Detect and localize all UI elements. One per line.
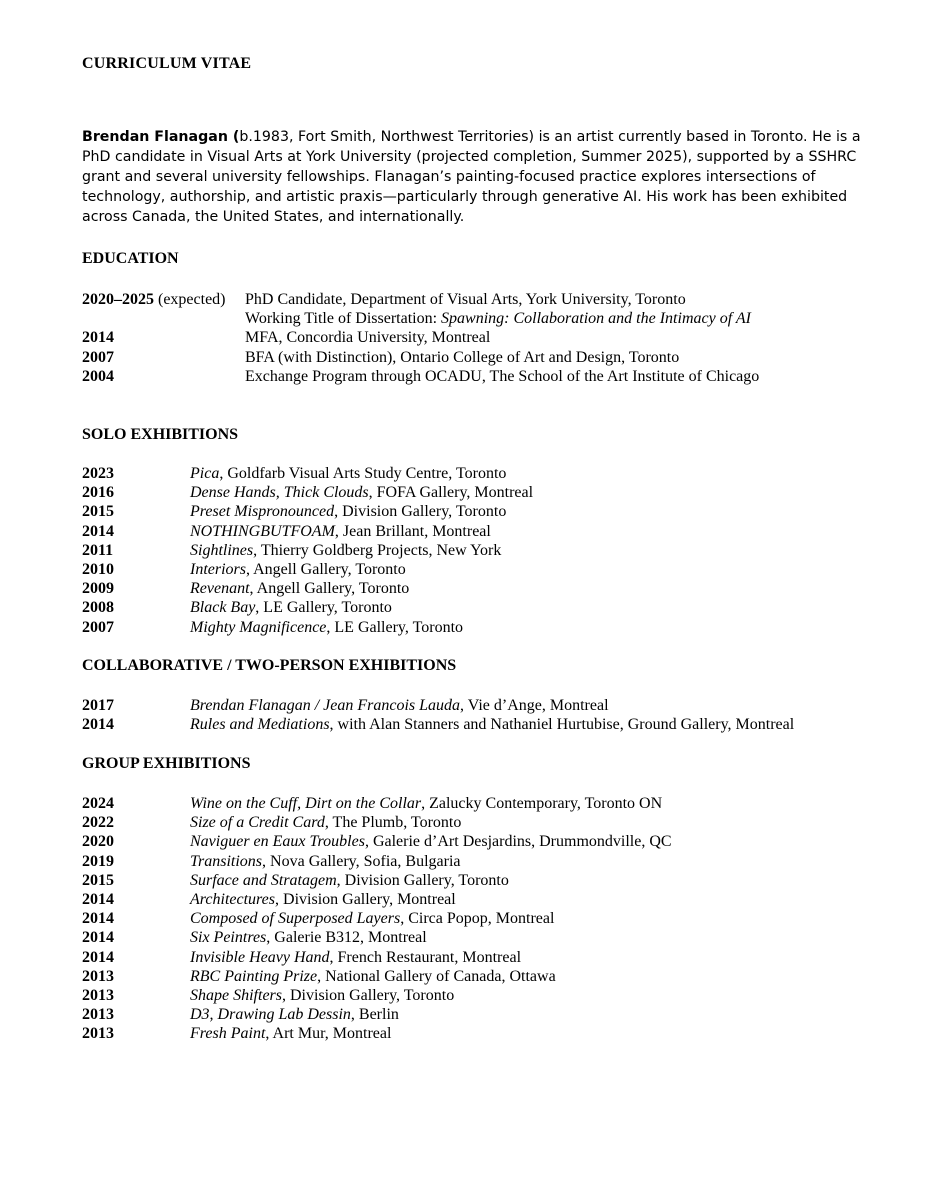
exhibition-title: Surface and Stratagem [190,871,337,889]
exhibition-detail [190,541,501,560]
exhibition-title: Rules and Mediations [190,716,330,734]
exhibition-entry [82,948,882,967]
exhibition-title: Preset Mispronounced [190,503,335,521]
exhibition-year: 2014 [82,929,114,947]
exhibition-venue: , Circa Popop, Montreal [400,910,555,928]
exhibition-entry [82,967,882,986]
education-entry [82,348,882,367]
education-entry [82,328,882,347]
exhibition-detail [190,852,461,871]
exhibition-entry [82,890,882,909]
exhibition-entry [82,579,882,598]
exhibition-entry [82,618,882,637]
exhibition-venue: , Division Gallery, Toronto [336,871,509,889]
exhibition-title: Six Peintres [190,929,267,947]
exhibition-title: Wine on the Cuff, Dirt on the Collar [190,795,422,812]
exhibition-year: 2013 [82,1006,114,1024]
exhibition-title: Mighty Magnificence [190,618,327,636]
education-detail: PhD Candidate, Department of Visual Arts, York University, Toronto [245,291,686,308]
education-entry [82,367,882,386]
exhibition-detail [190,715,794,734]
education-detail: Exchange Program through OCADU, The School of the Art Institute of Chicago [245,367,760,385]
exhibition-year: 2014 [82,522,114,540]
exhibition-venue: , Berlin [350,1006,399,1024]
exhibition-year: 2015 [82,503,114,521]
exhibition-year: 2015 [82,871,114,889]
bio-name: Brendan Flanagan ( [82,129,240,145]
exhibition-entry [82,715,882,734]
exhibition-year: 2008 [82,599,114,617]
exhibition-entry [82,522,882,541]
exhibition-title: Invisible Heavy Hand [190,948,330,966]
exhibition-title: RBC Painting Prize [190,967,318,985]
education-heading: EDUCATION [82,250,179,267]
education-detail: Working Title of Dissertation: Spawning: Collaboration and the Intimacy of AI [245,310,751,328]
exhibition-year: 2024 [82,795,114,812]
exhibition-venue: , Nova Gallery, Sofia, Bulgaria [262,852,461,870]
solo-exhibitions-list [82,464,882,637]
exhibition-detail [190,1024,391,1043]
exhibition-detail [190,890,456,909]
exhibition-entry [82,502,882,521]
exhibition-detail [190,967,556,986]
exhibition-detail [190,986,454,1005]
exhibition-year: 2023 [82,465,114,482]
exhibition-venue: , French Restaurant, Montreal [329,948,522,966]
exhibition-entry [82,852,882,871]
collaborative-exhibitions-list [82,696,882,734]
exhibition-detail [190,909,554,928]
exhibition-venue: , Thierry Goldberg Projects, New York [253,541,502,559]
solo-exhibitions-heading: SOLO EXHIBITIONS [82,426,239,443]
exhibition-entry [82,560,882,579]
exhibition-title: Sightlines [190,541,254,559]
exhibition-entry [82,598,882,617]
exhibition-entry [82,832,882,851]
exhibition-detail [190,871,509,890]
exhibition-entry [82,871,882,890]
exhibition-venue: , Vie d’Ange, Montreal [460,697,609,714]
exhibition-venue: , Galerie B312, Montreal [266,929,427,947]
exhibition-venue: , Division Gallery, Montreal [275,891,456,909]
exhibition-title: Naviguer en Eaux Troubles [190,833,365,851]
exhibition-title: Revenant [190,580,250,598]
exhibition-entry [82,794,882,813]
exhibition-title: D3, Drawing Lab Dessin [190,1006,351,1024]
exhibition-detail [190,618,463,637]
education-year [82,309,245,328]
collaborative-exhibitions-heading: COLLABORATIVE / TWO-PERSON EXHIBITIONS [82,657,457,674]
exhibition-venue: , Jean Brillant, Montreal [334,522,491,540]
exhibition-detail [190,579,409,598]
exhibition-year: 2019 [82,852,114,870]
artist-bio [82,127,872,227]
exhibition-year: 2013 [82,987,114,1005]
group-exhibitions-heading: GROUP EXHIBITIONS [82,755,251,772]
exhibition-venue: , LE Gallery, Toronto [326,618,464,636]
exhibition-title: Shape Shifters [190,987,282,1005]
exhibition-year: 2014 [82,716,114,734]
education-detail: BFA (with Distinction), Ontario College of Art and Design, Toronto [245,348,680,366]
exhibition-entry [82,464,882,483]
exhibition-venue: , Angell Gallery, Toronto [249,580,410,598]
exhibition-detail [190,1005,399,1024]
dissertation-title: Spawning: Collaboration and the Intimacy of AI [441,310,751,328]
exhibition-entry [82,928,882,947]
exhibition-entry [82,696,882,715]
exhibition-detail [190,464,506,483]
exhibition-venue: , Division Gallery, Toronto [334,503,507,521]
exhibition-year: 2009 [82,580,114,598]
exhibition-detail [190,483,533,502]
exhibition-year: 2011 [82,541,114,559]
exhibition-year: 2014 [82,910,114,928]
exhibition-entry [82,483,882,502]
exhibition-venue: , LE Gallery, Toronto [255,599,392,617]
exhibition-title: Dense Hands, Thick Clouds [190,484,369,502]
exhibition-venue: , Goldfarb Visual Arts Study Centre, Toronto [219,465,507,482]
exhibition-venue: , The Plumb, Toronto [324,814,462,832]
exhibition-title: Brendan Flanagan / Jean Francois Lauda [190,697,461,714]
education-year: 2014 [82,329,114,347]
exhibition-year: 2014 [82,891,114,909]
exhibition-venue: , Division Gallery, Toronto [282,987,455,1005]
education-detail: MFA, Concordia University, Montreal [245,329,491,347]
exhibition-year: 2020 [82,833,114,851]
exhibition-venue: , National Gallery of Canada, Ottawa [317,967,556,985]
exhibition-venue: , Galerie d’Art Desjardins, Drummondville, QC [364,833,672,851]
exhibition-venue: , FOFA Gallery, Montreal [368,484,534,502]
exhibition-year: 2013 [82,967,114,985]
exhibition-detail [190,502,506,521]
exhibition-year: 2014 [82,948,114,966]
exhibition-detail [190,948,521,967]
education-year: 2007 [82,348,114,366]
education-list [82,290,882,386]
exhibition-detail [190,598,392,617]
exhibition-title: Interiors [190,561,246,579]
exhibition-detail [190,696,609,715]
education-year: 2004 [82,367,114,385]
group-exhibitions-list [82,794,882,1044]
exhibition-title: Fresh Paint [190,1025,266,1043]
exhibition-entry [82,986,882,1005]
exhibition-title: Size of a Credit Card [190,814,325,832]
exhibition-venue: , Angell Gallery, Toronto [246,561,406,579]
education-year: 2020–2025 (expected) [82,291,226,308]
exhibition-year: 2016 [82,484,114,502]
exhibition-entry [82,1005,882,1024]
exhibition-entry [82,813,882,832]
exhibition-year: 2013 [82,1025,114,1043]
exhibition-title: Architectures [190,891,276,909]
exhibition-entry [82,541,882,560]
exhibition-venue: , Zalucky Contemporary, Toronto ON [421,795,663,812]
bio-text: b.1983, Fort Smith, Northwest Territories) is an artist currently based in Toronto. He is a PhD candidate in Visual Arts at York University (projected completion, Summer 2025), supported by a SSHRC grant and several university fellowships. Flanagan’s painting-focused practice explores intersections of technology, authorship, and artistic praxis—particularly through generative AI. His work has been exhibited across Canada, the United States, and internationally. [82,129,861,225]
exhibition-detail [190,928,427,947]
exhibition-title: Composed of Superposed Layers [190,910,401,928]
exhibition-venue: , with Alan Stanners and Nathaniel Hurtubise, Ground Gallery, Montreal [329,716,795,734]
exhibition-year: 2010 [82,561,114,579]
exhibition-detail [190,832,672,851]
education-entry [82,309,882,328]
exhibition-year: 2022 [82,814,114,832]
exhibition-year: 2017 [82,697,114,714]
exhibition-venue: , Art Mur, Montreal [265,1025,392,1043]
exhibition-detail [190,794,662,813]
exhibition-title: Transitions [190,852,263,870]
exhibition-year: 2007 [82,618,114,636]
exhibition-entry [82,909,882,928]
exhibition-title: Black Bay [190,599,256,617]
exhibition-detail [190,522,491,541]
education-entry [82,290,882,309]
exhibition-detail [190,560,406,579]
exhibition-title: Pica [190,465,220,482]
exhibition-detail [190,813,461,832]
exhibition-title: NOTHINGBUTFOAM [190,522,335,540]
exhibition-entry [82,1024,882,1043]
document-title: CURRICULUM VITAE [82,55,252,72]
